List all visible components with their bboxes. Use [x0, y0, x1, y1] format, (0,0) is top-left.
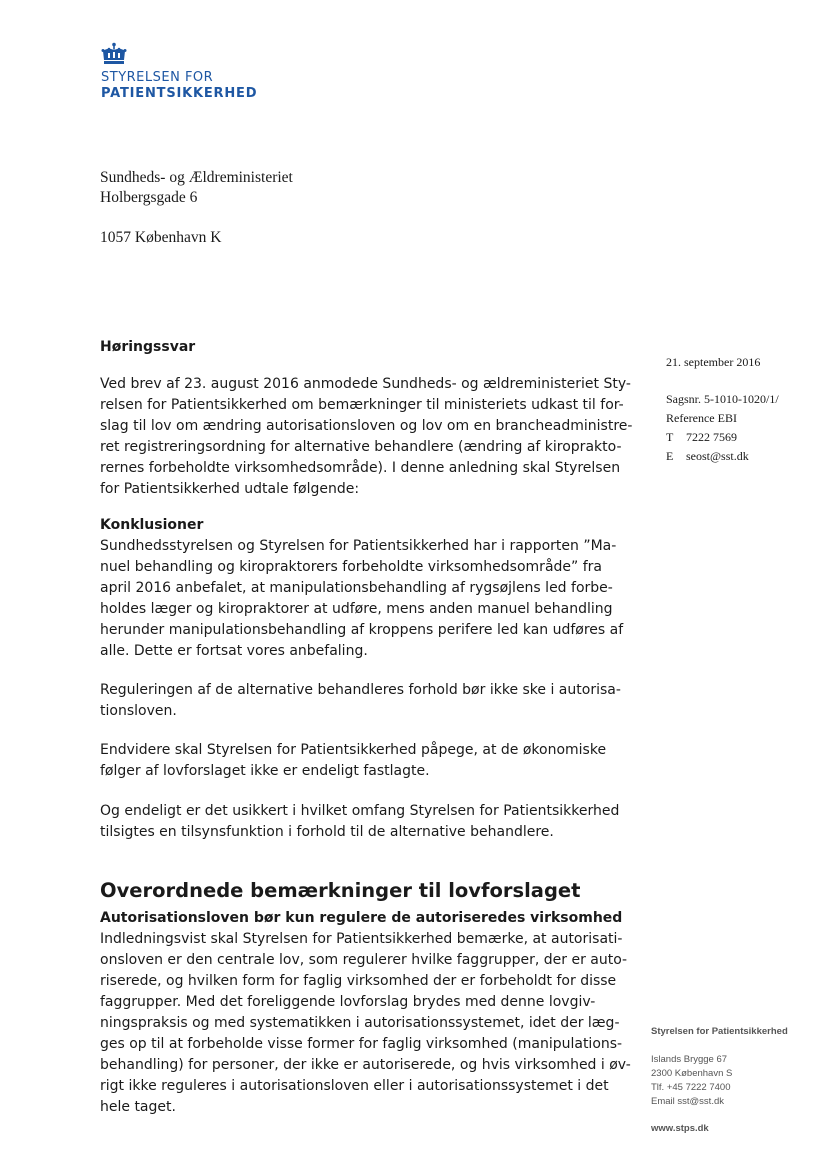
text-line: faggrupper. Med det foreliggende lovforslag brydes med denne lovgiv-: [100, 994, 596, 1010]
footer-org: Styrelsen for Patientsikkerhed: [651, 1026, 788, 1037]
subsection-title: Autorisationsloven bør kun regulere de autoriseredes virksomhed: [100, 910, 623, 926]
text-line: behandling) for personer, der ikke er autoriserede, og hvis virksomhed i øv-: [100, 1057, 631, 1073]
text-line: ret registreringsordning for alternative behandlere (ændring af kiroprakto-: [100, 439, 622, 455]
recipient-city: 1057 København K: [100, 229, 222, 246]
text-line: relsen for Patientsikkerhed om bemærkninger til ministeriets udkast til for-: [100, 397, 624, 413]
email-line: [666, 449, 749, 464]
text-line: april 2016 anbefalet, at manipulationsbehandling af rygsøjlens led forbe-: [100, 580, 613, 596]
conclusions-title: Konklusioner: [100, 517, 204, 533]
text-line: onsloven er den centrale lov, som regulerer hvilke faggrupper, der er auto-: [100, 952, 628, 968]
text-line: Indledningsvist skal Styrelsen for Patientsikkerhed bemærke, at autorisati-: [100, 931, 623, 947]
text-line: rernes forbeholdte virksomhedsområde). I denne anledning skal Styrelsen: [100, 460, 621, 476]
text-line: hele taget.: [100, 1099, 176, 1115]
heading-text: Høringssvar: [100, 339, 196, 355]
section-title: Overordnede bemærkninger til lovforslaget: [100, 879, 581, 902]
text-line: Reguleringen af de alternative behandleres forhold bør ikke ske i autorisa-: [100, 682, 621, 698]
text-line: riserede, og hvilken form for faglig virksomhed der er forbeholdt for disse: [100, 973, 617, 989]
paragraph-3: [100, 740, 620, 782]
text-line: Sundhedsstyrelsen og Styrelsen for Patientsikkerhed har i rapporten ”Ma-: [100, 538, 617, 554]
footer-street: Islands Brygge 67: [651, 1054, 728, 1065]
phone-line: [666, 430, 737, 445]
text-line: for Patientsikkerhed udtale følgende:: [100, 481, 360, 497]
text-line: herunder manipulationsbehandling af kroppens perifere led kan udføres af: [100, 622, 624, 638]
email-value: seost@sst.dk: [686, 449, 749, 463]
email-key: E: [666, 449, 674, 463]
text-line: ningspraksis og med systematikken i autorisationssystemet, idet der læg-: [100, 1015, 620, 1031]
phone-value: 7222 7569: [686, 430, 737, 444]
logo-line2: PATIENTSIKKERHED: [101, 86, 258, 101]
conclusions-block: [100, 515, 624, 662]
text-line: rigt ikke reguleres i autorisationsloven eller i autorisationssystemet i det: [100, 1078, 609, 1094]
recipient-name: Sundheds- og Ældreministeriet: [100, 169, 293, 186]
text-line: ges op til at forbeholde visse former for faglig virksomhed (manipulations-: [100, 1036, 623, 1052]
case-number: Sagsnr. 5-1010-1020/1/: [666, 392, 779, 406]
text-line: tilsigtes en tilsynsfunktion i forhold til de alternative behandlere.: [100, 824, 554, 840]
text-line: nuel behandling og kiropraktorers forbeholdte virksomhedsområde” fra: [100, 559, 602, 575]
text-line: følger af lovforslaget ikke er endeligt fastlagte.: [100, 763, 430, 779]
text-line: Og endeligt er det usikkert i hvilket omfang Styrelsen for Patientsikkerhed: [100, 803, 620, 819]
paragraph-4: [100, 801, 620, 843]
crown-icon: [100, 42, 128, 68]
reference: Reference EBI: [666, 411, 737, 425]
heading: [100, 337, 620, 358]
text-line: alle. Dette er fortsat vores anbefaling.: [100, 643, 368, 659]
text-line: Endvidere skal Styrelsen for Patientsikkerhed påpege, at de økonomiske: [100, 742, 607, 758]
footer-phone: Tlf. +45 7222 7400: [651, 1082, 731, 1093]
phone-key: T: [666, 430, 674, 444]
paragraph-2: [100, 680, 620, 722]
text-line: Ved brev af 23. august 2016 anmodede Sundheds- og ældreministeriet Sty-: [100, 376, 631, 392]
letter-date: 21. september 2016: [666, 355, 761, 369]
section-body: [100, 908, 631, 1118]
intro-paragraph: [100, 374, 633, 500]
footer-city: 2300 København S: [651, 1068, 733, 1079]
text-line: slag til lov om ændring autorisationsloven og lov om en brancheadministre-: [100, 418, 633, 434]
text-line: holdes læger og kiropraktorer at udføre, mens anden manuel behandling: [100, 601, 613, 617]
footer-web-link[interactable]: www.stps.dk: [651, 1123, 709, 1134]
footer-email: Email sst@sst.dk: [651, 1096, 724, 1107]
text-line: tionsloven.: [100, 703, 177, 719]
logo-line1: STYRELSEN FOR: [101, 70, 214, 85]
recipient-street: Holbergsgade 6: [100, 189, 198, 206]
